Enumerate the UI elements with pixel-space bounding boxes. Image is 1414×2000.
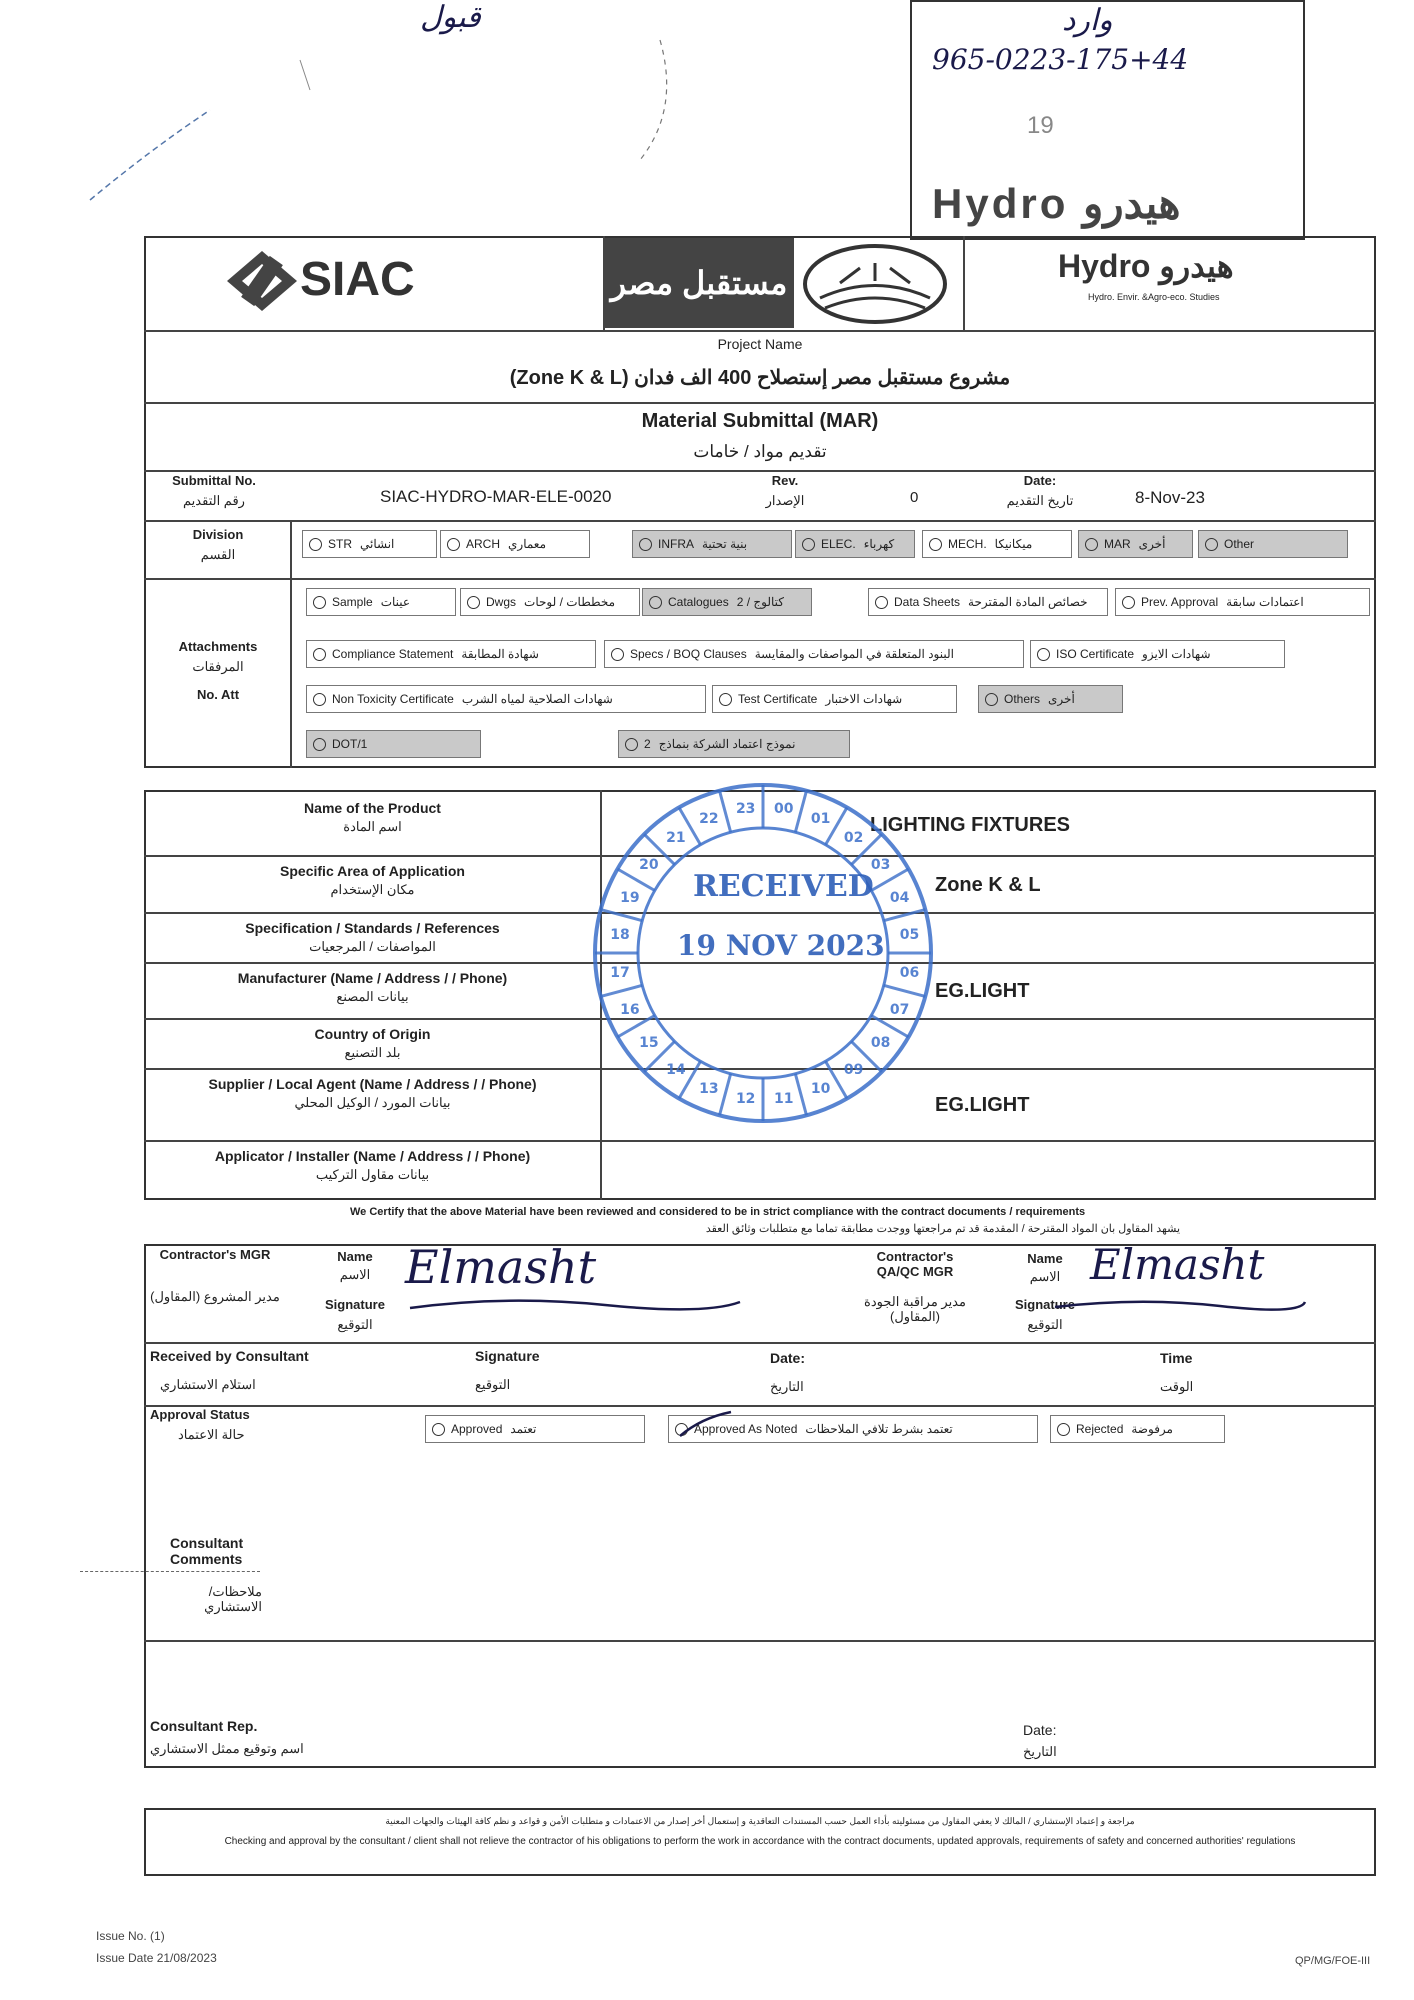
option-label: STR <box>328 537 352 551</box>
approval-label-ar: حالة الاعتماد <box>178 1427 245 1442</box>
stamp-hour-number: 03 <box>870 857 891 874</box>
option-label-ar: عينات <box>380 595 411 609</box>
contractor-signature: Elmasht <box>405 1240 597 1294</box>
stamp-tick <box>795 791 806 833</box>
date-label: Date: <box>1023 473 1057 488</box>
stray-line <box>80 1571 260 1572</box>
mostakbal-logo <box>604 238 794 328</box>
radio-circle-icon <box>875 596 888 609</box>
radio-circle-icon <box>985 693 998 706</box>
option-checkbox[interactable] <box>868 588 1108 616</box>
stamp-tick <box>601 985 643 996</box>
siac-text: SIAC <box>300 253 415 306</box>
stamp-hour-number: 19 <box>620 890 640 907</box>
option-checkbox[interactable] <box>922 530 1072 558</box>
detail-label-ar: المواصفات / المرجعيات <box>309 939 436 954</box>
stamp-hour-number: 21 <box>666 830 686 847</box>
stamp-logo-text: Hydro <box>932 180 1069 227</box>
attachments-label-ar: المرفقات <box>192 659 244 674</box>
option-label-ar: خصائص المادة المقترحة <box>968 595 1088 609</box>
incoming-stamp <box>910 0 1305 240</box>
option-label-ar: مرفوضة <box>1131 1422 1173 1436</box>
form-title: Material Submittal (MAR) <box>641 410 879 432</box>
qa-name-label: Name <box>1027 1251 1063 1266</box>
option-label: Dwgs <box>486 595 517 609</box>
contractor-mgr-label-ar: مدير المشروع (المقاول) <box>150 1289 280 1304</box>
comments-label-ar: ملاحظات/ الاستشاري <box>204 1584 262 1614</box>
stamp-tick <box>618 1016 655 1038</box>
certify-text-ar: يشهد المقاول بان المواد المقترحة / المقدمة قد تم مراجعتها ووجدت مطابقة تماما مع متطلبات وثائق العقد <box>705 1223 1180 1235</box>
option-checkbox[interactable] <box>642 588 812 616</box>
option-checkbox[interactable] <box>795 530 915 558</box>
option-checkbox[interactable] <box>1198 530 1348 558</box>
received-stamp-text: RECEIVED <box>693 869 874 904</box>
rep-date-label: Date: <box>1023 1722 1057 1738</box>
stamp-logo: Hydro هيدرو <box>932 180 1181 227</box>
radio-circle-icon <box>929 538 942 551</box>
stamp-hour-number: 18 <box>610 926 630 943</box>
qa-signature: Elmasht <box>1090 1240 1265 1289</box>
option-checkbox[interactable] <box>425 1415 645 1443</box>
detail-label-ar: اسم المادة <box>343 819 402 834</box>
submittal-label: Submittal No. <box>172 473 256 488</box>
submittal-number: SIAC-HYDRO-MAR-ELE-0020 <box>380 487 612 506</box>
stamp-hour-number: 12 <box>735 1090 756 1107</box>
stamp-hour-number: 15 <box>639 1034 659 1051</box>
detail-label: Specification / Standards / References <box>245 920 500 936</box>
option-label: Test Certificate <box>738 692 818 706</box>
contractor-sig-label-ar: التوقيع <box>337 1317 373 1332</box>
option-label-ar: معماري <box>508 537 547 551</box>
stamp-tick <box>601 910 643 921</box>
qa-signature-line-icon <box>1050 1292 1310 1322</box>
option-label: MECH. <box>948 537 987 551</box>
detail-label: Country of Origin <box>314 1026 431 1042</box>
submittal-date: 8-Nov-23 <box>1135 488 1205 507</box>
option-checkbox[interactable] <box>618 730 850 758</box>
detail-label: Supplier / Local Agent (Name / Address / / Phone) <box>208 1076 537 1092</box>
contractor-name-label: Name <box>337 1249 373 1264</box>
option-label: ELEC. <box>821 537 856 551</box>
stamp-hour-number: 07 <box>889 1001 910 1018</box>
rep-label: Consultant Rep. <box>150 1718 258 1734</box>
option-label-ar: شهادات الايزو <box>1142 647 1211 661</box>
division-label: Division <box>192 527 244 542</box>
received-by-label-ar: استلام الاستشاري <box>160 1377 256 1392</box>
radio-circle-icon <box>1122 596 1135 609</box>
detail-value: EG.LIGHT <box>935 980 1030 1002</box>
stamp-hour-number: 16 <box>620 1001 640 1018</box>
rev-label-ar: الإصدار <box>765 493 805 508</box>
option-label: Rejected <box>1076 1422 1124 1436</box>
stamp-tick <box>720 791 731 833</box>
option-label-ar: أخرى <box>1048 692 1075 706</box>
rb-time-label: Time <box>1160 1350 1193 1366</box>
stamp-hour-number: 17 <box>610 965 630 982</box>
comments-label: Consultant Comments <box>170 1535 244 1568</box>
detail-value: EG.LIGHT <box>935 1094 1030 1116</box>
option-label-ar: انشائي <box>360 537 395 551</box>
stamp-hour-number: 09 <box>843 1061 864 1078</box>
stamp-tick <box>871 1016 908 1038</box>
option-label: DOT/1 <box>332 737 368 751</box>
hydro-logo-text: Hydro <box>1058 248 1151 284</box>
option-label-ar: شهادات الاختبار <box>825 692 903 706</box>
stamp-arabic-word: وارد <box>1062 3 1113 38</box>
submittal-label-ar: رقم التقديم <box>183 493 245 508</box>
option-label: 2 <box>644 737 651 751</box>
contractor-mgr-label: Contractor's MGR <box>159 1247 271 1262</box>
attachments-label: Attachments <box>178 639 258 654</box>
radio-circle-icon <box>313 596 326 609</box>
radio-circle-icon <box>611 648 624 661</box>
detail-label: Manufacturer (Name / Address / / Phone) <box>237 970 508 986</box>
rb-signature-label: Signature <box>475 1348 540 1364</box>
option-label: Sample <box>332 595 373 609</box>
option-label-ar: تعتمد <box>510 1422 537 1436</box>
handwriting-top: ﻗﺒﻮﻝ <box>420 0 481 35</box>
stamp-hour-number: 08 <box>870 1034 891 1051</box>
stamp-hour-number: 20 <box>639 857 659 874</box>
stamp-tick <box>795 1074 806 1116</box>
option-label: Compliance Statement <box>332 647 454 661</box>
option-label: Specs / BOQ Clauses <box>630 647 747 661</box>
detail-label: Specific Area of Application <box>280 863 465 879</box>
issue-date: Issue Date 21/08/2023 <box>96 1951 217 1965</box>
radio-circle-icon <box>447 538 460 551</box>
option-checkbox[interactable] <box>1115 588 1370 616</box>
radio-circle-icon <box>1037 648 1050 661</box>
stamp-hour-number: 05 <box>899 926 920 943</box>
radio-circle-icon <box>313 738 326 751</box>
option-label-ar: شهادة المطابقة <box>461 647 539 661</box>
sun-emblem-icon <box>800 243 950 325</box>
row-divider <box>144 1140 1376 1142</box>
option-label-ar: بنية تحتية <box>702 537 748 551</box>
rep-date-label-ar: التاريخ <box>1023 1744 1057 1759</box>
option-label: Approved As Noted <box>694 1422 798 1436</box>
stamp-tick <box>884 910 926 921</box>
option-checkbox[interactable] <box>1078 530 1193 558</box>
option-label: MAR <box>1104 537 1131 551</box>
radio-circle-icon <box>625 738 638 751</box>
option-label-ar: البنود المتعلقة في المواصفات والمقايسة <box>754 647 954 661</box>
option-label-ar: اعتمادات سابقة <box>1226 595 1304 609</box>
footer-note-ar: مراجعة و إعتماد الإستشاري / المالك لا يعفي المقاول من مسئوليته بأداء العمل حسب المستندات التعاقدية و إستعمال أخر إصدار من الاعتمادات و متطلبات الأمن و قواعد و نظم كافة الهيئات والجهات المعنية <box>385 1816 1135 1826</box>
option-label-ar: تعتمد بشرط تلافي الملاحظات <box>805 1422 953 1436</box>
rb-signature-label-ar: التوقيع <box>475 1377 511 1392</box>
stamp-hour-number: 14 <box>666 1061 686 1078</box>
option-checkbox[interactable] <box>306 640 596 668</box>
stamp-hour-number: 23 <box>735 801 756 818</box>
radio-circle-icon <box>313 693 326 706</box>
stamp-hour-number: 01 <box>810 811 831 828</box>
option-label-ar: كتالوج / 2 <box>736 595 784 609</box>
stamp-tick <box>884 985 926 996</box>
stamp-hour-number: 00 <box>774 801 794 818</box>
footer-note-box <box>144 1808 1376 1876</box>
hydro-logo-ar: هيدرو <box>1159 248 1234 284</box>
option-label: Other <box>1224 537 1255 551</box>
qa-mgr-label: Contractor's QA/QC MGR <box>876 1249 954 1279</box>
detail-label-ar: بيانات المورد / الوكيل المحلي <box>294 1095 451 1110</box>
rb-time-label-ar: الوقت <box>1160 1379 1194 1394</box>
option-checkbox[interactable] <box>440 530 590 558</box>
radio-circle-icon <box>649 596 662 609</box>
option-label: ISO Certificate <box>1056 647 1135 661</box>
division-label-ar: القسم <box>200 547 236 562</box>
option-checkbox[interactable] <box>978 685 1123 713</box>
detail-label: Applicator / Installer (Name / Address / / Phone) <box>214 1148 531 1164</box>
option-label-ar: ميكانيكا <box>994 537 1033 551</box>
radio-circle-icon <box>802 538 815 551</box>
stamp-number: 965-0223-175+44 <box>932 43 1189 76</box>
stamp-hour-number: 13 <box>699 1080 719 1097</box>
radio-circle-icon <box>432 1423 445 1436</box>
rep-label-ar: اسم وتوقيع ممثل الاستشاري <box>150 1741 304 1756</box>
radio-circle-icon <box>467 596 480 609</box>
issue-no: Issue No. (1) <box>96 1929 165 1943</box>
stamp-hour-number: 02 <box>843 830 864 847</box>
detail-label-ar: مكان الإستخدام <box>330 882 415 897</box>
stamp-day: 19 <box>1027 112 1054 139</box>
option-checkbox[interactable] <box>632 530 792 558</box>
project-label: Project Name <box>717 336 803 352</box>
stamp-tick <box>720 1074 731 1116</box>
radio-circle-icon <box>1057 1423 1070 1436</box>
option-label: INFRA <box>658 537 694 551</box>
siac-emblem-icon <box>222 246 302 316</box>
option-label-ar: كهرباء <box>863 537 895 551</box>
option-label-ar: نموذج اعتماد الشركة بنماذج <box>658 737 796 751</box>
footer-note-en: Checking and approval by the consultant / client shall not relieve the contractor of his obligations to perform the work in accordance with the contract documents, updated approvals, requirements of safety and concerned authorities' regulations <box>224 1836 1296 1847</box>
radio-circle-icon <box>1205 538 1218 551</box>
contractor-sig-label: Signature <box>325 1297 385 1312</box>
option-label: Catalogues <box>668 595 729 609</box>
option-checkbox[interactable] <box>306 730 481 758</box>
qa-sig-label: Signature <box>1015 1297 1075 1312</box>
radio-circle-icon <box>639 538 652 551</box>
received-stamp-date: 19 NOV 2023 <box>677 929 885 962</box>
detail-label-ar: بيانات المصنع <box>336 989 409 1004</box>
radio-circle-icon <box>313 648 326 661</box>
stamp-hour-number: 22 <box>699 811 719 828</box>
option-checkbox[interactable] <box>1030 640 1285 668</box>
option-label: ARCH <box>466 537 501 551</box>
stamp-hour-number: 06 <box>899 965 920 982</box>
detail-label: Name of the Product <box>304 800 441 816</box>
option-checkbox[interactable] <box>712 685 957 713</box>
option-label: Non Toxicity Certificate <box>332 692 454 706</box>
option-label: Data Sheets <box>894 595 961 609</box>
pen-marks <box>60 0 760 230</box>
no-att-label: No. Att <box>196 687 240 702</box>
signature-line-icon <box>405 1290 745 1320</box>
detail-label-ar: بيانات مقاول التركيب <box>315 1167 430 1182</box>
detail-value: LIGHTING FIXTURES <box>870 814 1070 836</box>
option-label: Approved <box>451 1422 503 1436</box>
option-checkbox[interactable] <box>306 685 706 713</box>
qa-mgr-label-ar: مدير مراقبة الجودة (المقاول) <box>864 1294 966 1324</box>
option-label-ar: أخرى <box>1138 537 1166 551</box>
detail-value: Zone K & L <box>935 874 1041 896</box>
option-checkbox[interactable] <box>604 640 1024 668</box>
stamp-hour-number: 04 <box>889 890 910 907</box>
form-code: QP/MG/FOE-III <box>1295 1955 1371 1967</box>
hydro-subtitle: Hydro. Envir. &Agro-eco. Studies <box>1088 292 1220 302</box>
stamp-hour-number: 11 <box>774 1090 794 1107</box>
option-checkbox[interactable] <box>306 588 456 616</box>
mostakbal-text: مستقبل مصر <box>610 265 788 301</box>
approval-check-mark-icon <box>676 1408 736 1444</box>
approval-label: Approval Status <box>150 1407 250 1422</box>
radio-circle-icon <box>309 538 322 551</box>
rb-date-label-ar: التاريخ <box>770 1379 804 1394</box>
radio-circle-icon <box>1085 538 1098 551</box>
stamp-hour-number: 10 <box>810 1080 831 1097</box>
detail-label-ar: بلد التصنيع <box>344 1045 401 1060</box>
certify-text: We Certify that the above Material have been reviewed and considered to be in strict compliance with the contract documents / requirements <box>350 1206 1086 1218</box>
radio-circle-icon <box>719 693 732 706</box>
contractor-name-label-ar: الاسم <box>339 1267 371 1282</box>
option-checkbox[interactable] <box>1050 1415 1225 1443</box>
rev-label: Rev. <box>771 473 799 488</box>
option-label: Others <box>1004 692 1041 706</box>
rb-date-label: Date: <box>770 1350 806 1366</box>
option-label-ar: مخططات / لوحات <box>524 595 616 609</box>
rev-value: 0 <box>910 489 919 506</box>
siac-logo <box>222 246 482 316</box>
date-label-ar: تاريخ التقديم <box>1006 493 1074 508</box>
option-checkbox[interactable] <box>302 530 437 558</box>
hydro-logo <box>1058 248 1234 285</box>
option-checkbox[interactable] <box>460 588 640 616</box>
project-name: مشروع مستقبل مصر إستصلاح 400 الف فدان (Zone K & L) <box>509 367 1011 389</box>
qa-sig-label-ar: التوقيع <box>1027 1317 1063 1332</box>
form-title-ar: تقديم مواد / خامات <box>693 442 827 461</box>
option-label: Prev. Approval <box>1141 595 1219 609</box>
option-label-ar: شهادات الصلاحية لمياه الشرب <box>461 692 613 706</box>
received-by-label: Received by Consultant <box>150 1348 309 1364</box>
qa-name-label-ar: الاسم <box>1029 1269 1061 1284</box>
